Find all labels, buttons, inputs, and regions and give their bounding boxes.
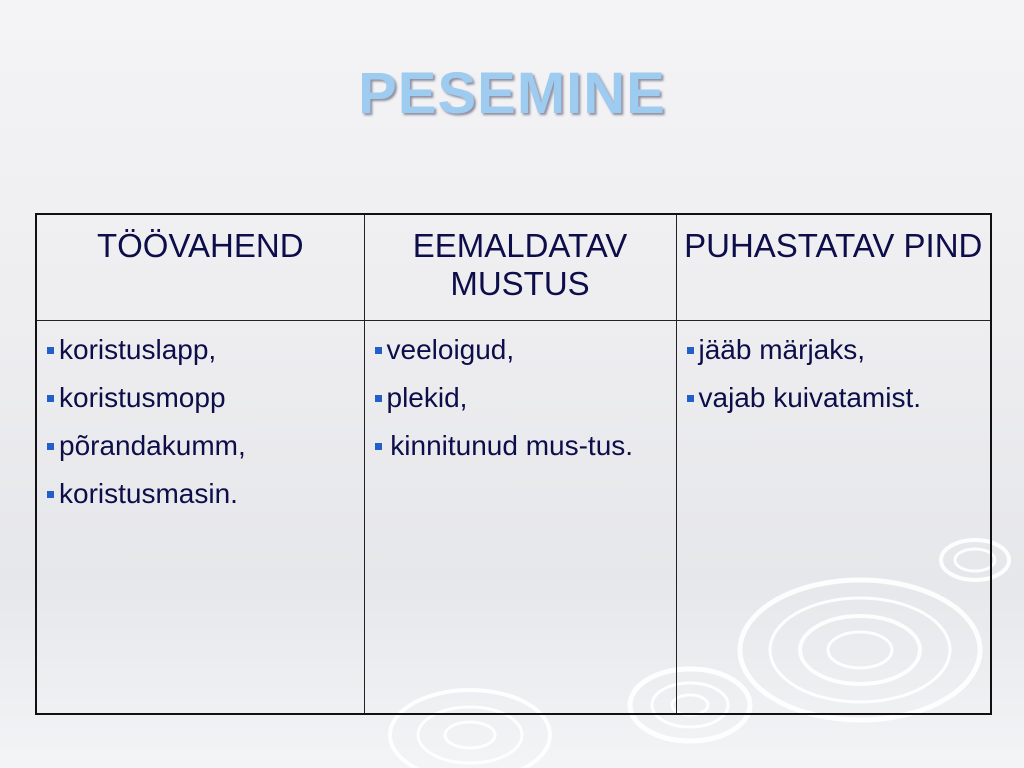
item-text: kinnitunud mus-tus.: [382, 429, 634, 461]
square-bullet-icon: [47, 395, 54, 402]
header-tool: TÖÖVAHEND: [96, 227, 304, 264]
square-bullet-icon: [47, 491, 54, 498]
square-bullet-icon: [375, 443, 382, 450]
item-text: koristusmopp: [59, 381, 226, 413]
square-bullet-icon: [687, 347, 694, 354]
item-text: vajab kuivatamist.: [698, 381, 922, 413]
item-text: plekid,: [386, 381, 468, 413]
item-text: jääb märjaks,: [698, 333, 866, 365]
square-bullet-icon: [687, 395, 694, 402]
header-surface: PUHASTATAV PIND: [684, 227, 983, 264]
list-item: [687, 333, 981, 367]
tools-cell: [36, 320, 364, 714]
item-text: koristusmasin.: [59, 477, 238, 509]
square-bullet-icon: [375, 347, 382, 354]
list-item: [47, 333, 354, 367]
header-dirt: EEMALDATAV MUSTUS: [412, 227, 628, 302]
item-text: koristuslapp,: [59, 333, 217, 365]
surface-cell: [676, 320, 991, 714]
list-item: [375, 381, 666, 415]
list-item: [375, 429, 666, 463]
table-row: [36, 320, 991, 714]
square-bullet-icon: [47, 443, 54, 450]
square-bullet-icon: [375, 395, 382, 402]
page-title: PESEMINE: [358, 61, 666, 126]
square-bullet-icon: [47, 347, 54, 354]
cleaning-table: [35, 213, 992, 715]
table-header-row: [36, 214, 991, 320]
item-text: põrandakumm,: [59, 429, 246, 461]
header-cell: [364, 214, 676, 320]
list-item: [47, 381, 354, 415]
item-text: veeloigud,: [386, 333, 515, 365]
list-item: [47, 477, 354, 511]
list-item: [687, 381, 981, 415]
header-cell: [676, 214, 991, 320]
dirt-cell: [364, 320, 676, 714]
header-cell: [36, 214, 364, 320]
list-item: [375, 333, 666, 367]
list-item: [47, 429, 354, 463]
